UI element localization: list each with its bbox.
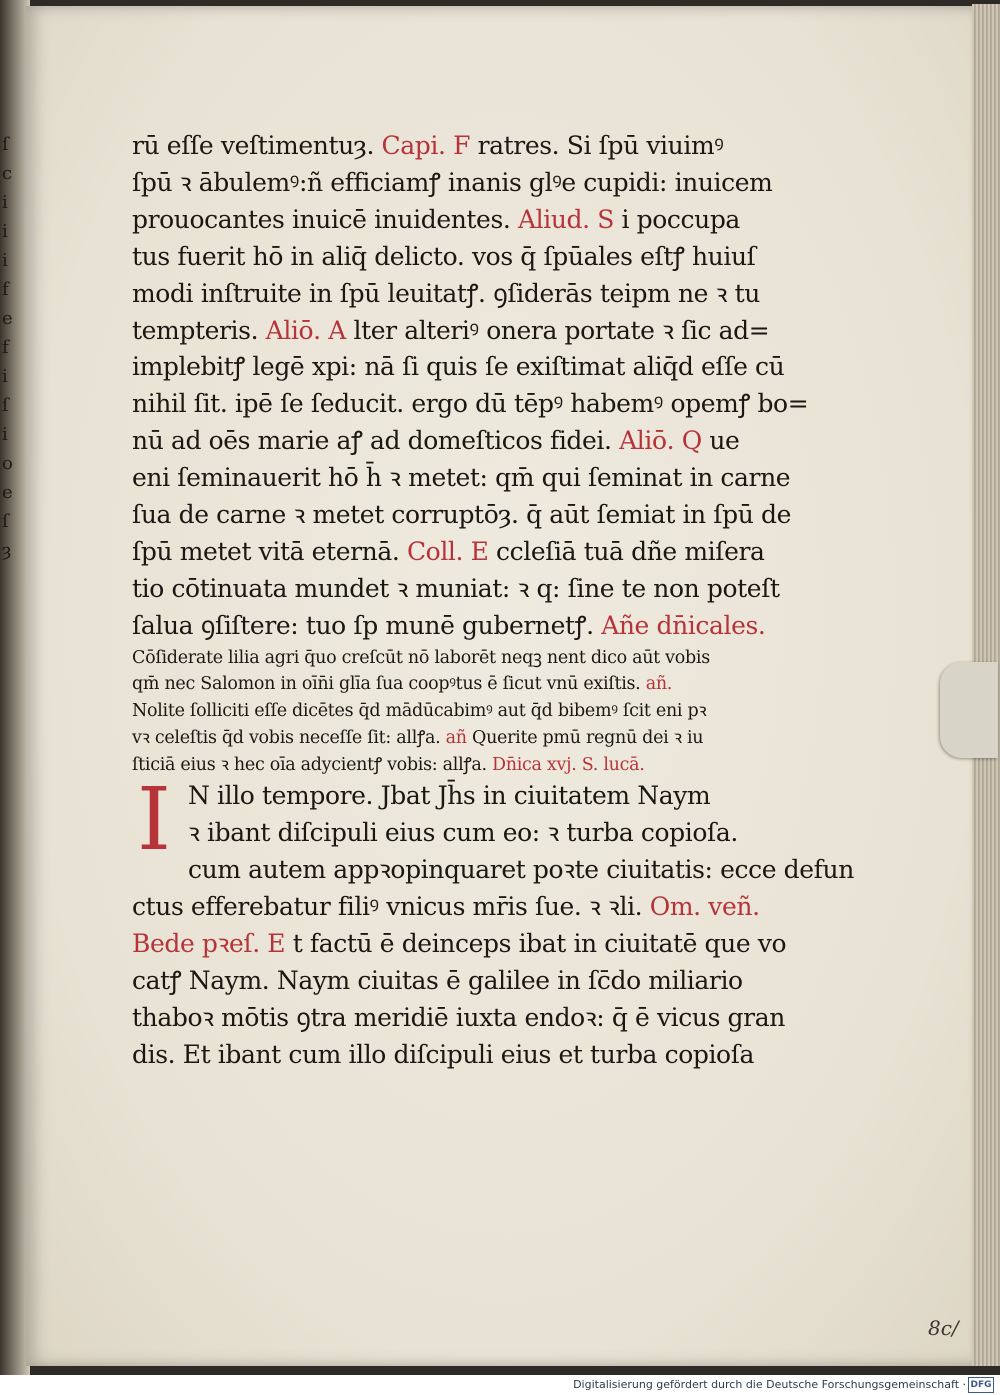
rubric-span: Bede pꝛeſ. E <box>132 928 286 958</box>
initial-letter: I <box>137 770 171 871</box>
left-page-margin-text <box>2 130 20 565</box>
text-span: ue <box>701 426 740 456</box>
text-section-gospel <box>132 770 854 1073</box>
text-section-epistle <box>132 128 809 645</box>
text-line <box>132 926 787 963</box>
text-span: qm̄ nec Salomon in oīn̄i glīa ſua coopꝰtus ē ſicut vnū exiſtis. <box>132 674 646 695</box>
text-line <box>132 423 772 460</box>
text-line <box>132 778 772 815</box>
text-line <box>132 460 791 497</box>
left-margin-char: ſ <box>2 511 9 532</box>
text-span: ſticiā eius ꝛ hec oīa adycientꝭ vobis: allꝭa. <box>132 754 493 775</box>
left-margin-char: o <box>2 453 13 474</box>
text-line <box>132 128 772 165</box>
rubric-span: Aliud. S <box>517 204 614 234</box>
text-span: dis. Et ibant cum illo diſcipuli eius et turba copioſa <box>132 1039 755 1069</box>
text-line <box>132 671 772 698</box>
text-line <box>132 645 772 672</box>
rubric-span: Añe dn̄icales. <box>601 610 766 640</box>
text-span: t factū ē deinceps ibat in ciuitatē que vo <box>285 928 787 958</box>
text-line <box>132 165 772 202</box>
text-span: N illo tempore. Jbat Jh̄s in ciuitatem Naym <box>188 781 711 811</box>
rubric-span: Dn̄ica xvj. S. lucā. <box>492 754 645 775</box>
rubric-span: Capi. F <box>381 131 471 160</box>
text-line <box>132 497 792 534</box>
left-margin-char: f <box>2 337 9 358</box>
text-span: nihil ſit. ipē ſe ſeducit. ergo dū tēpꝰ habemꝰ opemꝭ bo= <box>132 389 809 419</box>
text-span: catꝭ Naym. Naym ciuitas ē galilee in ſc̄do miliario <box>132 965 743 995</box>
folio-mark: 8c/ <box>928 1316 959 1340</box>
left-margin-char: i <box>2 250 8 271</box>
text-block <box>132 128 854 1073</box>
text-span: ſpū metet vitā eternā. <box>132 536 407 566</box>
left-margin-char: c <box>2 163 13 184</box>
text-line <box>132 534 772 571</box>
text-span: ſua de carne ꝛ metet corruptōȝ. q̄ aūt ſemiat in ſpū de <box>132 500 792 530</box>
rubric-span: añ <box>445 727 467 748</box>
left-margin-char: ſ <box>2 134 9 155</box>
text-span: nū ad oēs marie aꝭ ad domeſticos fidei. <box>132 426 620 456</box>
text-span: prouocantes inuicē inuidentes. <box>132 204 518 234</box>
text-line <box>132 239 772 276</box>
text-line <box>132 852 854 889</box>
text-span: eni ſeminauerit hō h̄ ꝛ metet: qm̄ qui ſeminat in carne <box>132 463 791 493</box>
left-margin-char: e <box>2 482 13 503</box>
text-span: ccleſiā tuā dñe miſera <box>488 536 765 566</box>
text-line <box>132 963 772 1000</box>
text-span: Cōſiderate lilia agri q̄uo creſcūt nō laborēt neqꝫ nent dico aūt vobis <box>132 647 710 668</box>
text-span: tempteris. <box>132 315 266 345</box>
left-margin-char: ſ <box>2 395 9 416</box>
text-line <box>132 386 809 423</box>
text-span: modi inſtruite in ſpū leuitatꝭ. ꝯſiderās teipm ne ꝛ tu <box>132 278 760 308</box>
text-span: rū eſſe veſtimentuȝ. <box>132 131 382 160</box>
text-line <box>132 698 772 725</box>
rubric-span: Aliō. Q <box>619 426 702 456</box>
text-span: Nolite ſolliciti eſſe dicētes q̄d mādūcabimꝰ aut q̄d bibemꝰ ſcit eni pꝛ <box>132 701 707 722</box>
left-margin-char: i <box>2 366 8 387</box>
text-span: ꝛ ibant diſcipuli eius cum eo: ꝛ turba copioſa. <box>188 818 738 848</box>
text-line <box>132 815 772 852</box>
left-margin-char: i <box>2 221 8 242</box>
left-margin-char: ȝ <box>2 540 12 561</box>
text-span: lter alteriꝰ onera portate ꝛ ſic ad= <box>345 315 770 345</box>
text-span: cum autem appꝛopinquaret poꝛte ciuitatis: ecce defun <box>188 855 854 885</box>
text-span: ſpū ꝛ ābulemꝰ:ñ efficiamꝭ inanis glꝰe cupidi: inuicem <box>132 167 773 197</box>
text-section-antiphons <box>132 645 772 779</box>
text-line <box>132 313 772 350</box>
rubric-span: Om. veñ. <box>649 891 760 921</box>
text-span: ſalua ꝯſiſtere: tuo ſp munē gubernetꝭ. <box>132 610 602 640</box>
text-span: Querite pmū regnū dei ꝛ iu <box>466 727 704 748</box>
text-line <box>132 1037 772 1074</box>
text-line <box>132 1000 785 1037</box>
text-span: vꝛ celeſtis q̄d vobis neceſſe ſit: allꝭa. <box>132 727 446 748</box>
text-line <box>132 725 772 752</box>
text-span: thaboꝛ mōtis ꝯtra meridiē iuxta endoꝛ: q̄ ē vicus gran <box>132 1002 785 1032</box>
left-margin-char: f <box>2 279 9 300</box>
dfg-logo: DFG <box>968 1377 994 1393</box>
left-margin-char: e <box>2 308 13 329</box>
text-line <box>132 608 772 645</box>
text-span: implebitꝭ legē xpi: nā ſi quis ſe exiſtimat aliq̄d eſſe cū <box>132 352 785 382</box>
text-line <box>132 202 772 239</box>
left-margin-char: i <box>2 424 8 445</box>
left-margin-char: i <box>2 192 8 213</box>
text-line <box>132 276 772 313</box>
rubric-span: Aliō. A <box>265 315 346 345</box>
text-line <box>132 571 780 608</box>
text-line <box>132 349 785 386</box>
rubric-span: Coll. E <box>406 536 489 566</box>
text-span: tio cōtinuata mundet ꝛ muniat: ꝛ q: ſine te non poteſt <box>132 573 780 603</box>
footer-credit: Digitalisierung gefördert durch die Deutsche Forschungsgemeinschaft · <box>573 1378 966 1391</box>
text-span: i poccupa <box>613 204 740 234</box>
text-span: ratres. Si ſpū viuimꝰ <box>470 131 724 160</box>
text-line <box>132 752 772 779</box>
text-span: tus fuerit hō in aliq̄ delicto. vos q̄ ſpūales eſtꝭ huiuſ <box>132 241 756 271</box>
text-line <box>132 889 772 926</box>
rubric-span: añ. <box>645 674 673 695</box>
text-span: ctus efferebatur filiꝰ vnicus mr̄is ſue. ꝛ ꝛli. <box>132 891 650 921</box>
bookmark-tab[interactable] <box>940 662 998 758</box>
